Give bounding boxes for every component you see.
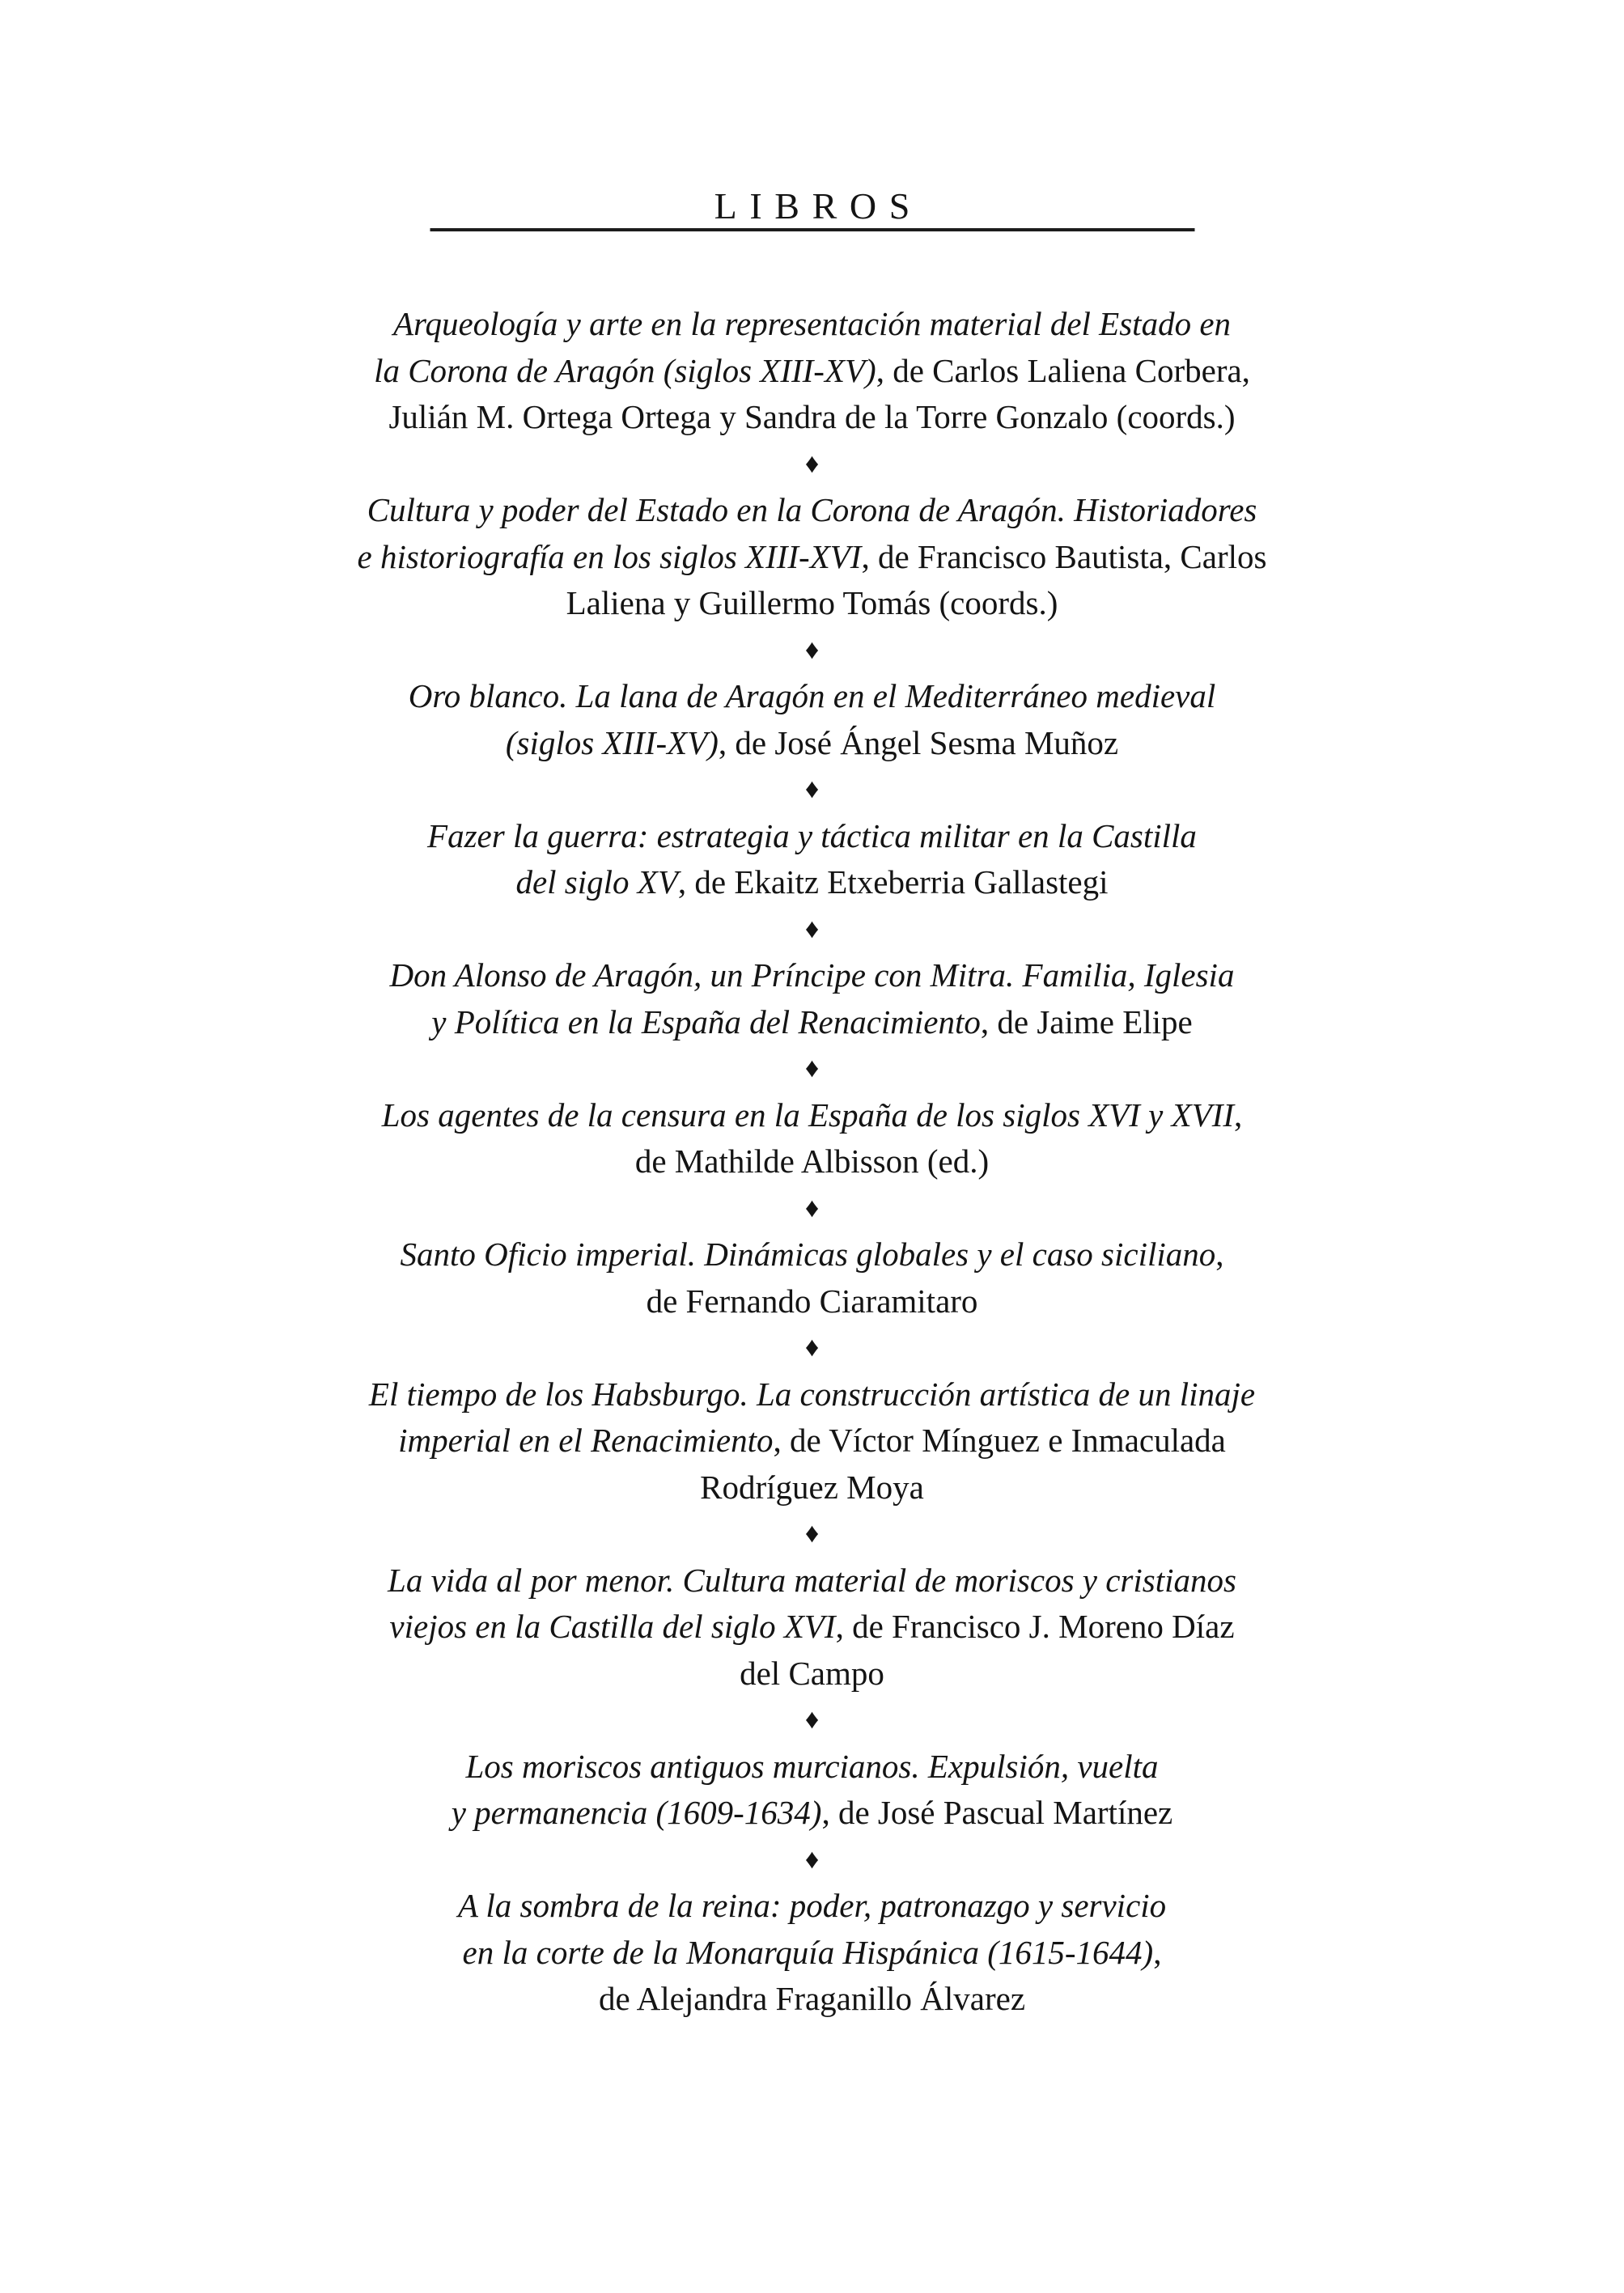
author-segment: Laliena y Guillermo Tomás (coords.) [566,584,1058,621]
author-segment: , de José Ángel Sesma Muñoz [718,723,1119,761]
book-entry [0,1558,1624,1697]
author-segment: de Alejandra Fraganillo Álvarez [598,1980,1026,2017]
book-title-segment: Cultura y poder del Estado en la Corona de Aragón. Historiadores [367,491,1257,528]
author-segment: , [1215,1236,1224,1273]
entry-line [0,859,1624,906]
entry-line [0,1464,1624,1511]
entry-line [0,1883,1624,1930]
book-title-segment: del siglo XV [515,863,678,901]
entry-line [0,952,1624,999]
author-segment: Julián M. Ortega Ortega y Sandra de la Torre Gonzalo (coords.) [388,398,1236,435]
book-entry [0,1744,1624,1837]
diamond-separator-icon: ♦ [804,1193,820,1223]
entry-line [0,1092,1624,1139]
diamond-separator-icon: ♦ [804,1333,820,1363]
diamond-separator-icon: ♦ [804,1844,820,1875]
book-title-segment: Arqueología y arte en la representación material del Estado en [392,305,1232,342]
entry-line [0,1231,1624,1278]
book-title-segment: y permanencia (1609-1634) [451,1794,822,1831]
book-title-segment: viejos en la Castilla del siglo XVI [389,1608,836,1645]
book-title-segment: Los agentes de la censura en la España de los siglos XVI y XVII [381,1096,1235,1134]
book-title-segment: Santo Oficio imperial. Dinámicas globales y el caso siciliano [400,1236,1216,1273]
entry-line [0,1558,1624,1604]
entry-line [0,1790,1624,1837]
book-entry [0,1371,1624,1511]
author-segment: Rodríguez Moya [700,1468,924,1506]
author-segment: , de Ekaitz Etxeberria Gallastegi [677,863,1109,901]
entry-line [0,720,1624,767]
author-segment: del Campo [740,1654,884,1692]
diamond-separator-icon: ♦ [804,913,820,944]
entry-line [0,487,1624,534]
book-entry [0,1231,1624,1325]
book-title-segment: (siglos XIII-XV) [505,723,719,761]
entry-line [0,1371,1624,1418]
book-entry [0,487,1624,627]
book-title-segment: en la corte de la Monarquía Hispánica (1615-1644) [462,1933,1154,1971]
author-segment: , de Carlos Laliena Corbera, [876,351,1250,389]
entry-line [0,1278,1624,1325]
book-entry [0,673,1624,766]
diamond-separator-icon: ♦ [804,774,820,804]
entry-line [0,1418,1624,1464]
author-segment: , de José Pascual Martínez [821,1794,1173,1831]
entry-line [0,1976,1624,2023]
book-title-segment: e historiografía en los siglos XIII-XVI [357,537,862,575]
book-title-segment: Fazer la guerra: estrategia y táctica militar en la Castilla [427,816,1197,854]
book-title-segment: la Corona de Aragón (siglos XIII-XV) [374,351,876,389]
book-entry [0,1883,1624,2023]
book-title-segment: y Política en la España del Renacimiento [431,1002,981,1041]
entry-line [0,1744,1624,1791]
book-title-segment: La vida al por menor. Cultura material de moriscos y cristianos [388,1561,1236,1599]
entry-line [0,301,1624,348]
entry-line [0,348,1624,395]
diamond-separator-icon: ♦ [804,1705,820,1735]
book-title-segment: imperial en el Renacimiento [398,1422,774,1459]
author-segment: , [1234,1096,1243,1134]
book-title-segment: Don Alonso de Aragón, un Príncipe con Mitra. Familia, Iglesia [389,956,1235,994]
entry-line [0,813,1624,860]
author-segment: de Fernando Ciaramitaro [646,1282,978,1320]
entry-line [0,673,1624,720]
diamond-separator-icon: ♦ [804,1519,820,1549]
book-entry [0,813,1624,906]
book-title-segment: A la sombra de la reina: poder, patronazgo y servicio [457,1887,1167,1924]
author-segment: de Mathilde Albisson (ed.) [634,1142,990,1180]
book-title-segment: Oro blanco. La lana de Aragón en el Mediterráneo medieval [408,677,1216,714]
author-segment: , de Víctor Mínguez e Inmaculada [773,1422,1226,1459]
book-title-segment: El tiempo de los Habsburgo. La construcción artística de un linaje [368,1375,1256,1413]
book-entry [0,952,1624,1045]
diamond-separator-icon: ♦ [804,448,820,479]
book-list [0,301,1624,2023]
book-title-segment: Los moriscos antiguos murcianos. Expulsión, vuelta [465,1747,1159,1785]
author-segment: , de Jaime Elipe [980,1002,1193,1041]
book-entry [0,301,1624,441]
entry-line [0,394,1624,441]
diamond-separator-icon: ♦ [804,1053,820,1083]
author-segment: , [1153,1933,1162,1971]
entry-line [0,1138,1624,1185]
entry-line [0,1930,1624,1977]
entry-line [0,999,1624,1046]
diamond-separator-icon: ♦ [804,634,820,665]
book-entry [0,1092,1624,1185]
entry-line [0,534,1624,581]
author-segment: , de Francisco J. Moreno Díaz [835,1608,1235,1645]
author-segment: , de Francisco Bautista, Carlos [861,537,1267,575]
title-rule [430,228,1194,231]
entry-line [0,1651,1624,1697]
page-title: LIBROS [714,185,923,227]
entry-line [0,1604,1624,1651]
entry-line [0,580,1624,627]
